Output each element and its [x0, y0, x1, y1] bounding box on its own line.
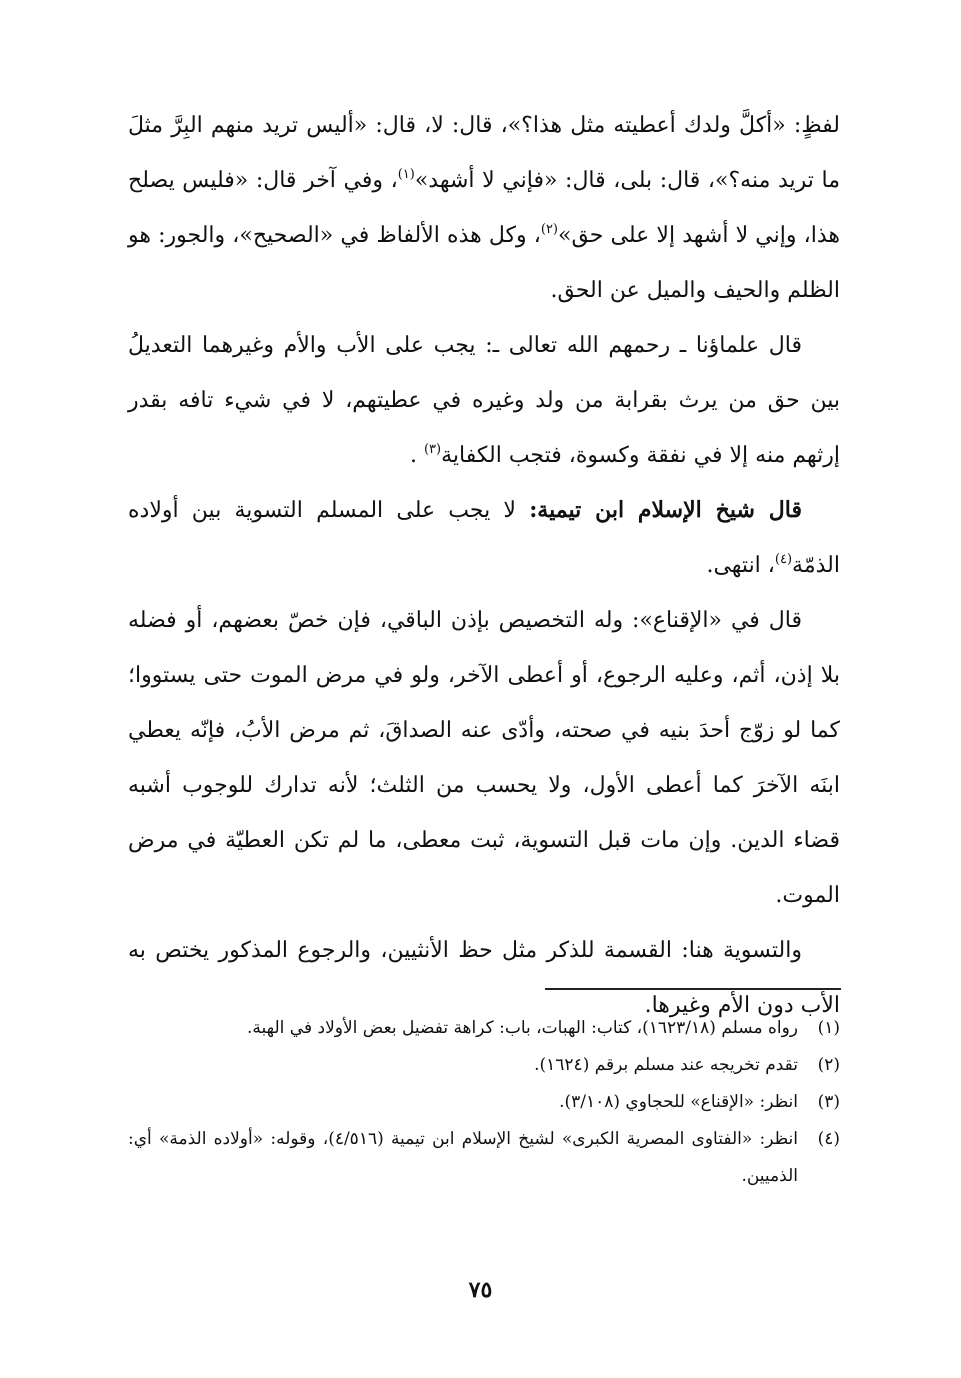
- footnote-number: (٢): [817, 1055, 840, 1075]
- paragraph-5: والتسوية هنا: القسمة للذكر مثل حظ الأنثيين، والرجوع المذكور يختص به الأب دون الأم وغيرها.: [128, 938, 840, 1018]
- paragraph-2: [128, 318, 840, 483]
- paragraph-1-part-c: ، وكل هذه الألفاظ في «الصحيح»، والجور: هو الظلم والحيف والميل عن الحق.: [128, 223, 840, 303]
- footnote-2: [128, 1047, 840, 1084]
- paragraph-1-part-b: ، وفي آخر قال: «فليس يصلح هذا، وإني لا أشهد إلا على حق»: [128, 168, 840, 248]
- footnote-ref-4: (٤): [774, 552, 793, 567]
- footnote-3: [128, 1084, 840, 1121]
- paragraph-2-end: .: [409, 443, 424, 468]
- paragraph-4: قال في «الإقناع»: وله التخصيص بإذن الباقي، فإن خصّ بعضهم، أو فضله بلا إذن، أثم، وعليه الرجوع، أو أعطى الآخر، ولو في مرض الموت حتى يستووا؛ كما لو زوّج أحدَ بنيه في صحته، وأدّى عنه الصداقَ، ثم مرض الأبُ، فإنّه يعطي ابنَه الآخرَ كما أعطى الأول، ولا يحسب من الثلث؛ لأنه تدارك للوجوب أشبه قضاء الدين. وإن مات قبل التسوية، ثبت معطى، ما لم تكن العطيّة في مرض الموت.: [128, 608, 840, 908]
- footnote-ref-2: (٢): [540, 222, 558, 237]
- footnote-4: [128, 1121, 840, 1195]
- footnote-number: (٣): [817, 1092, 840, 1112]
- paragraph-3-part-a: لا يجب على المسلم التسوية بين أولاده الذمّة: [128, 498, 840, 578]
- footnotes: [128, 1010, 840, 1195]
- paragraph-3-bold-lead: قال شيخ الإسلام ابن تيمية:: [529, 497, 802, 523]
- paragraph-3: [128, 483, 840, 593]
- paragraph-2-part-a: قال علماؤنا ـ رحمهم الله تعالى ـ: يجب على الأب والأم وغيرهما التعديلُ بين حق من يرث بقرابة من ولد وغيره في عطيتهم، لا في شيء تافه بقدر إرثهم منه إلا في نفقة وكسوة، فتجب الكفاية: [128, 333, 840, 468]
- paragraph-1-part-a: لفظٍ: «أكلَّ ولدك أعطيته مثل هذا؟»، قال: لا، قال: «أليس تريد منهم البِرَّ مثلَ ما تريد منه؟»، قال: بلى، قال: «فإني لا أشهد»: [128, 113, 840, 193]
- footnote-text: انظر: «الإقناع» للحجاوي (٣/١٠٨).: [559, 1092, 798, 1112]
- paragraph-1: [128, 98, 840, 318]
- page-number: ٧٥: [468, 1277, 493, 1303]
- footnote-text: تقدم تخريجه عند مسلم برقم (١٦٢٤).: [534, 1055, 798, 1075]
- paragraph-3-part-b: ، انتهى.: [706, 553, 775, 578]
- footnote-number: (٤): [817, 1129, 840, 1149]
- main-text: [128, 98, 840, 1033]
- footnote-1: [128, 1010, 840, 1047]
- footnote-ref-1: (١): [397, 167, 415, 182]
- footnote-ref-3: (٣): [423, 442, 442, 457]
- footnote-text: رواه مسلم (١٦٢٣/١٨)، كتاب: الهبات، باب: كراهة تفضيل بعض الأولاد في الهبة.: [247, 1018, 798, 1038]
- footnote-number: (١): [817, 1018, 840, 1038]
- footnote-text: انظر: «الفتاوى المصرية الكبرى» لشيخ الإسلام ابن تيمية (٤/٥١٦)، وقوله: «أولاده الذمة» أي: الذميين.: [128, 1129, 798, 1186]
- footnote-separator: [545, 988, 841, 990]
